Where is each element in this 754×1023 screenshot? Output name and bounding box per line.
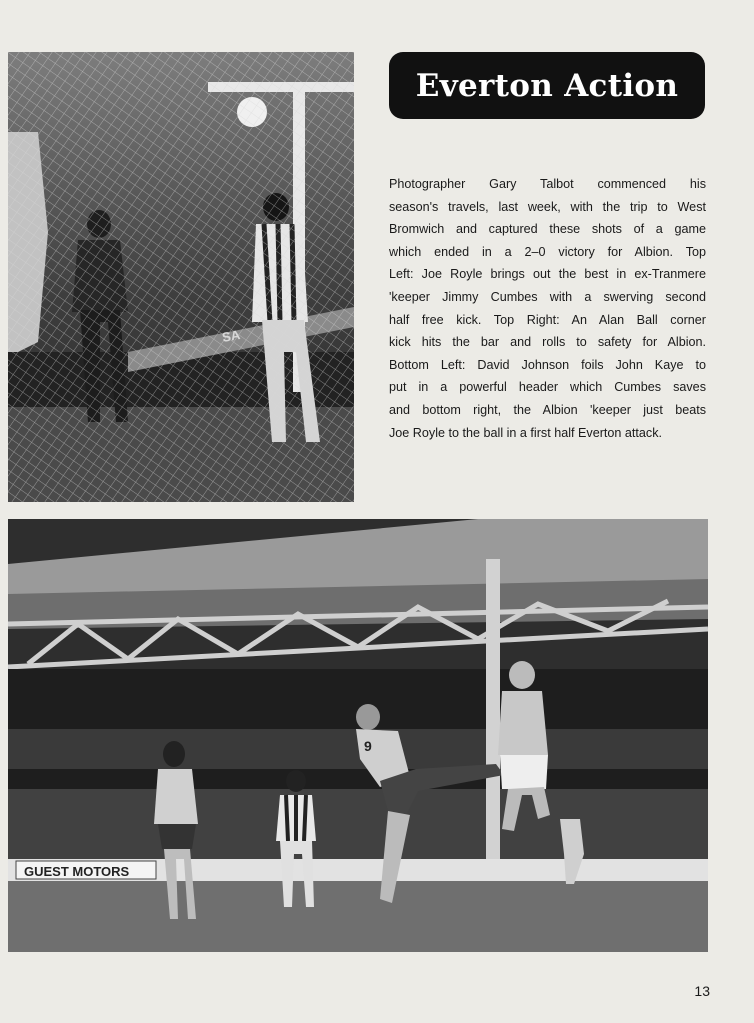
caption-line: Left: Joe Royle brings out the best in ex-Tranmere — [389, 267, 706, 282]
caption-line: which ended in a 2–0 victory for Albion. Top — [389, 244, 706, 259]
goal-net-scene — [8, 52, 354, 502]
photo-stadium-action — [8, 519, 708, 952]
page-number: 13 — [694, 983, 710, 999]
caption-line: kick hits the bar and rolls to safety for Albion. — [389, 335, 706, 350]
caption-line: Joe Royle to the ball in a first half Everton attack. — [389, 425, 663, 440]
player-shirt-number: 9 — [364, 738, 372, 754]
stadium-scene — [8, 519, 708, 952]
advert-board-text: GUEST MOTORS — [24, 864, 130, 879]
caption-line: Bottom Left: David Johnson foils John Kaye to — [389, 357, 706, 372]
caption-line: Photographer Gary Talbot commenced his — [389, 177, 706, 191]
photo-caption — [389, 173, 706, 444]
caption-line: season's travels, last week, with the trip to West — [389, 199, 706, 214]
caption-line: and bottom right, the Albion 'keeper just beats — [389, 402, 706, 417]
caption-line: 'keeper Jimmy Cumbes with a swerving second — [389, 289, 706, 304]
headline-box — [389, 52, 705, 119]
caption-line: half free kick. Top Right: An Alan Ball corner — [389, 312, 706, 327]
headline: Everton Action — [415, 67, 679, 104]
caption-line: Bromwich and captured these shots of a game — [389, 222, 706, 237]
photo-goalmouth-net — [8, 52, 354, 502]
caption-line: put in a powerful header which Cumbes saves — [389, 380, 706, 395]
